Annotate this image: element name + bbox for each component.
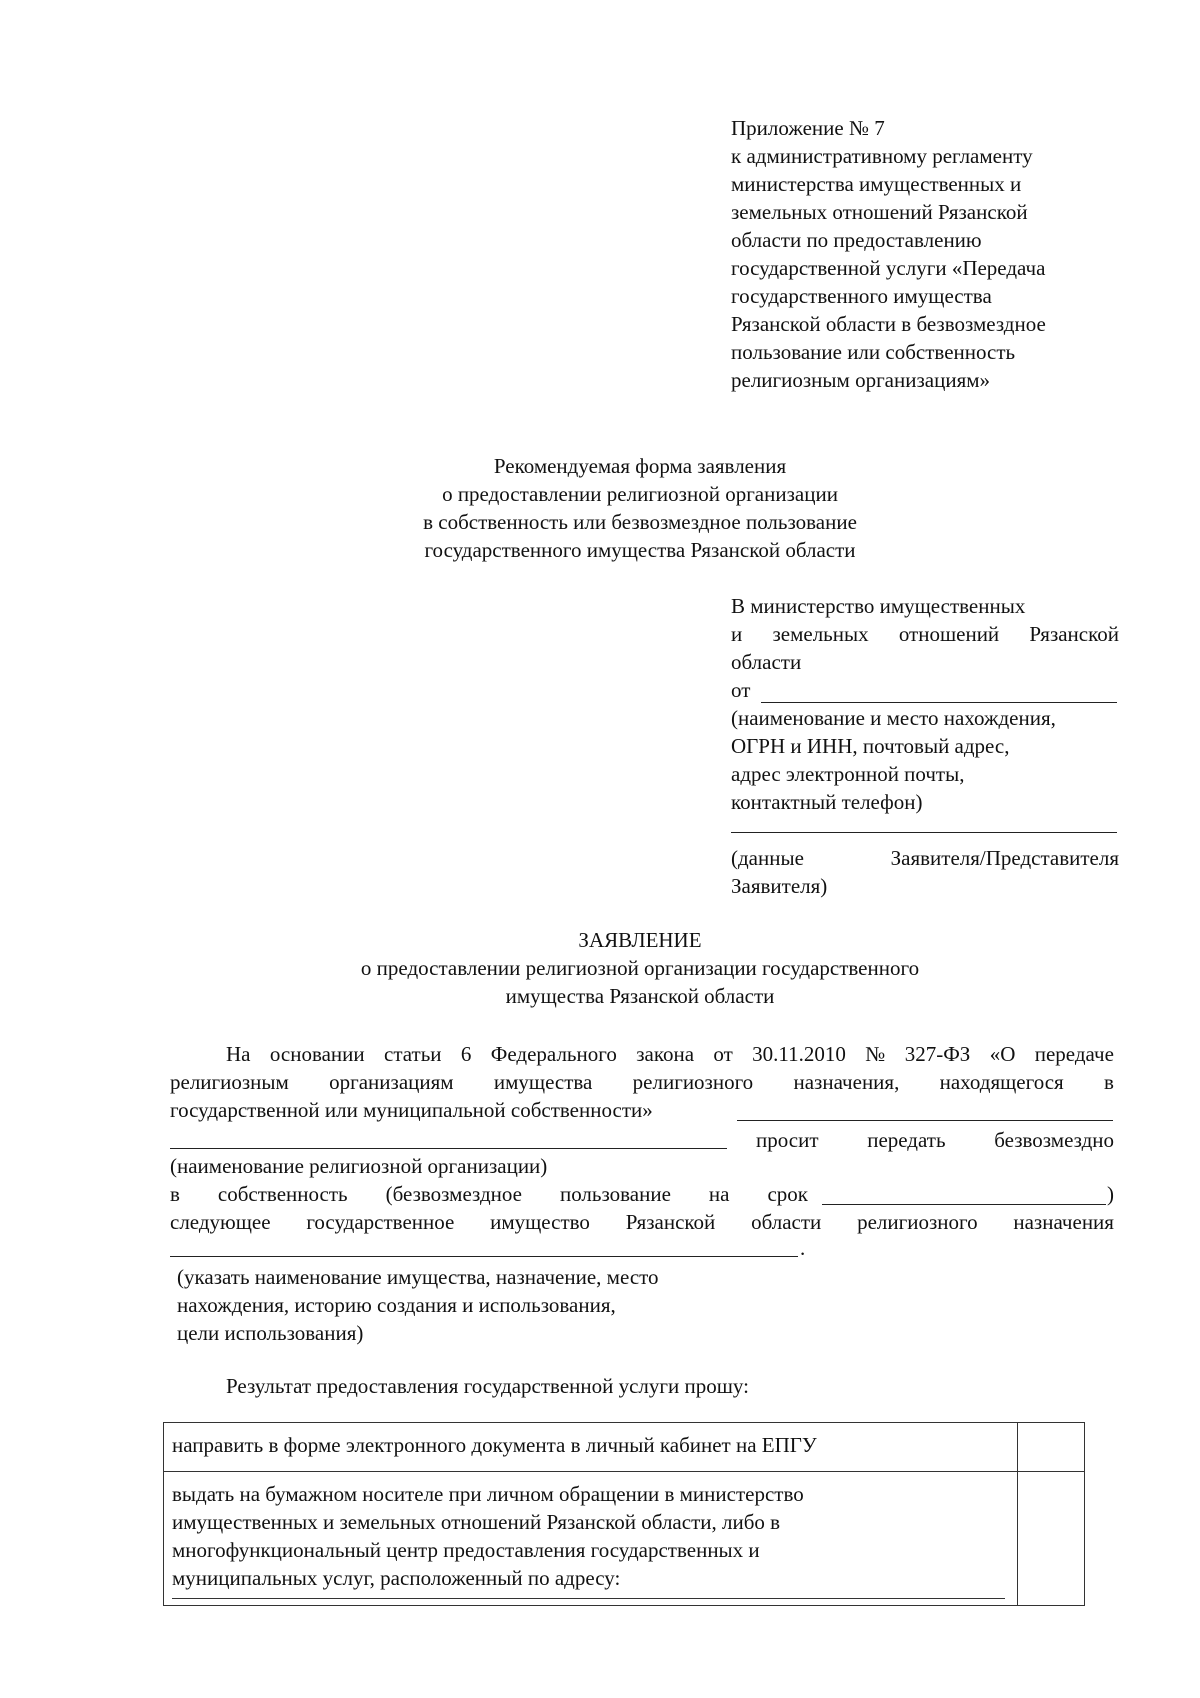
addressee-line: и земельных отношений Рязанской — [731, 622, 1119, 646]
annex-line: государственной услуги «Передача — [731, 256, 1046, 280]
addressee-line: В министерство имущественных — [731, 594, 1026, 618]
applicant-data-row — [731, 816, 1119, 844]
application-subtitle-line: о предоставлении религиозной организации государственного — [360, 956, 920, 980]
annex-line: религиозным организациям» — [731, 368, 991, 392]
body-line-2: религиозным организациям имущества религиозного назначения, находящегося в — [170, 1070, 1114, 1094]
organization-hint: (наименование религиозной организации) — [170, 1154, 548, 1178]
applicant-label-line: Заявителя) — [731, 874, 828, 898]
application-subtitle-line: имущества Рязанской области — [505, 984, 775, 1008]
form-title-line: Рекомендуемая форма заявления — [493, 454, 787, 478]
annex-line: земельных отношений Рязанской — [731, 200, 1028, 224]
organization-name-field-1[interactable] — [737, 1120, 1113, 1121]
option-checkbox-electronic[interactable] — [1018, 1423, 1085, 1472]
addressee-hint: адрес электронной почты, — [731, 762, 965, 786]
application-title: ЗАЯВЛЕНИЕ — [578, 928, 702, 952]
annex-line: государственного имущества — [731, 284, 992, 308]
result-options-table — [163, 1422, 1085, 1606]
addressee-block — [731, 592, 1119, 900]
option-text: выдать на бумажном носителе при личном обращении в министерство имущественных и земельных отношений Рязанской области, либо в многофункциональный центр предоставления государственных и муниципальных услуг, расположенный по адресу: — [164, 1472, 1018, 1606]
asks-transfer-text: просит передать безвозмездно — [756, 1128, 1114, 1152]
addressee-hint: ОГРН и ИНН, почтовый адрес, — [731, 734, 1010, 758]
annex-line: пользование или собственность — [731, 340, 1016, 364]
annex-block — [731, 114, 1046, 394]
annex-line: к административному регламенту — [731, 144, 1033, 168]
form-title-line: в собственность или безвозмездное пользование — [423, 510, 857, 534]
address-field[interactable] — [172, 1598, 1005, 1599]
property-description-field[interactable] — [170, 1256, 798, 1257]
term-field[interactable] — [822, 1204, 1106, 1205]
body-line-1: На основании статьи 6 Федерального закона от 30.11.2010 № 327-ФЗ «О передаче — [226, 1042, 1114, 1066]
option-row-electronic — [164, 1423, 1085, 1472]
applicant-label-line: (данные Заявителя/Представителя — [731, 846, 1119, 870]
from-label: от — [731, 678, 751, 702]
result-intro: Результат предоставления государственной услуги прошу: — [226, 1374, 749, 1398]
addressee-line: области — [731, 650, 802, 674]
body-line-3: государственной или муниципальной собственности» — [170, 1098, 653, 1122]
option-row-paper — [164, 1472, 1085, 1606]
addressee-hint: контактный телефон) — [731, 790, 923, 814]
annex-line: Приложение № 7 — [731, 116, 885, 140]
form-title-line: о предоставлении религиозной организации — [442, 482, 838, 506]
property-hint: (указать наименование имущества, назначение, место нахождения, историю создания и использования, цели использования) — [177, 1265, 659, 1345]
ownership-close-paren: ) — [1107, 1182, 1114, 1206]
ownership-line: в собственность (безвозмездное пользование на срок — [170, 1182, 808, 1206]
addressee-hint: (наименование и место нахождения, — [731, 706, 1056, 730]
annex-line: области по предоставлению — [731, 228, 982, 252]
option-text: направить в форме электронного документа в личный кабинет на ЕПГУ — [164, 1423, 1018, 1472]
application-heading — [300, 926, 980, 1010]
annex-line: министерства имущественных и — [731, 172, 1022, 196]
from-row — [731, 676, 1119, 704]
form-title — [300, 452, 980, 564]
property-line-end: . — [800, 1236, 806, 1260]
option-checkbox-paper[interactable] — [1018, 1472, 1085, 1606]
applicant-data-field[interactable] — [731, 832, 1117, 833]
property-line: следующее государственное имущество Рязанской области религиозного назначения — [170, 1210, 1114, 1234]
from-field[interactable] — [761, 702, 1117, 703]
organization-name-field-2[interactable] — [170, 1148, 727, 1149]
annex-line: Рязанской области в безвозмездное — [731, 312, 1046, 336]
form-title-line: государственного имущества Рязанской области — [424, 538, 856, 562]
